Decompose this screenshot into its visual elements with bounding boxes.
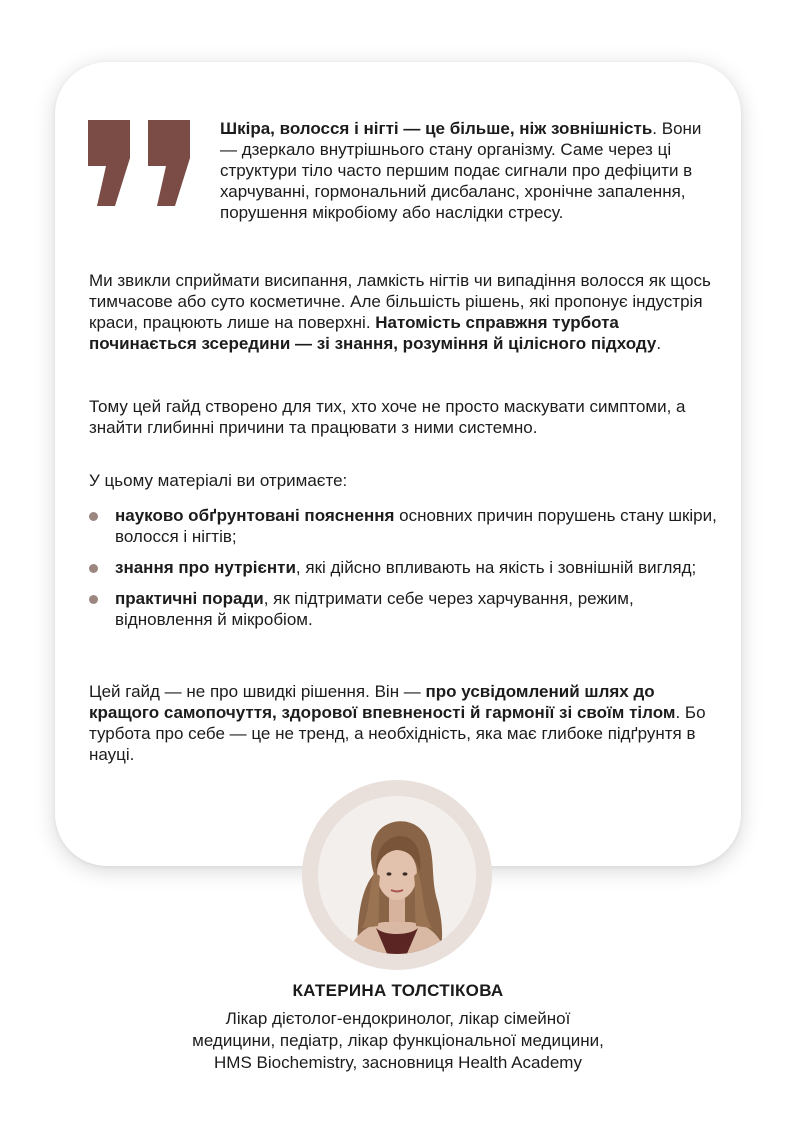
p1-text: Ми звикли сприймати висипання, ламкість нігтів чи випадіння волосся як щось тимчасове або суто косметичне. Але більшість рішень, які пропонує індустрія краси, працюють лише на поверхні.: [89, 271, 711, 332]
list-item: [89, 557, 729, 578]
list-item: [89, 505, 729, 547]
benefits-list: [89, 505, 729, 640]
p1-bold: Натомість справжня турбота починається зсередини — зі знання, розуміння й цілісного підходу: [89, 313, 657, 353]
list-item-bold: науково обґрунтовані пояснення: [115, 506, 395, 525]
author-avatar: [318, 796, 476, 954]
author-name: КАТЕРИНА ТОЛСТІКОВА: [292, 981, 504, 1000]
paragraph-1: [89, 270, 719, 354]
intro-text: . Вони — дзеркало внутрішнього стану організму. Саме через ці структури тіло часто першим подає сигнали про дефіцити в харчуванні, гормональний дисбаланс, хронічне запалення, порушення мікробіому або наслідки стресу.: [220, 119, 702, 222]
list-item-text: , які дійсно впливають на якість і зовнішній вигляд;: [295, 558, 697, 577]
list-item: [89, 588, 729, 630]
bullet-dot-icon: [89, 564, 98, 573]
intro-bold: Шкіра, волосся і нігті — це більше, ніж зовнішність: [220, 119, 653, 138]
p4-start: Цей гайд — не про швидкі рішення. Він —: [89, 682, 426, 701]
bullet-dot-icon: [89, 512, 98, 521]
author-role-line: HMS Biochemistry, засновниця Health Academy: [214, 1053, 582, 1072]
intro-paragraph: [220, 118, 720, 223]
paragraph-3: У цьому матеріалі ви отримаєте:: [89, 471, 348, 490]
author-role-line: медицини, педіатр, лікар функціональної медицини,: [192, 1031, 604, 1050]
paragraph-4: [89, 681, 719, 765]
quote-icon: [88, 120, 192, 206]
list-item-text: , як підтримати себе через харчування, режим, відновлення й мікробіом.: [115, 589, 634, 629]
list-item-text: основних причин порушень стану шкіри, волосся і нігтів;: [115, 506, 717, 546]
list-item-bold: практичні поради: [115, 589, 264, 608]
author-role-line: Лікар дієтолог-ендокринолог, лікар сімейної: [225, 1009, 571, 1028]
list-item-bold: знання про нутрієнти: [115, 558, 296, 577]
paragraph-2: Тому цей гайд створено для тих, хто хоче не просто маскувати симптоми, а знайти глибинні причини та працювати з ними системно.: [89, 397, 686, 437]
p4-end: . Бо турбота про себе — це не тренд, а необхідність, яка має глибоке підґрунтя в науці.: [89, 703, 706, 764]
portrait-illustration: [318, 796, 476, 954]
p4-bold: про усвідомлений шлях до кращого самопочуття, здорової впевненості й гармонії зі своїм тілом: [89, 682, 676, 722]
p1-end: .: [656, 334, 662, 353]
author-role: [148, 1008, 648, 1074]
bullet-dot-icon: [89, 595, 98, 604]
